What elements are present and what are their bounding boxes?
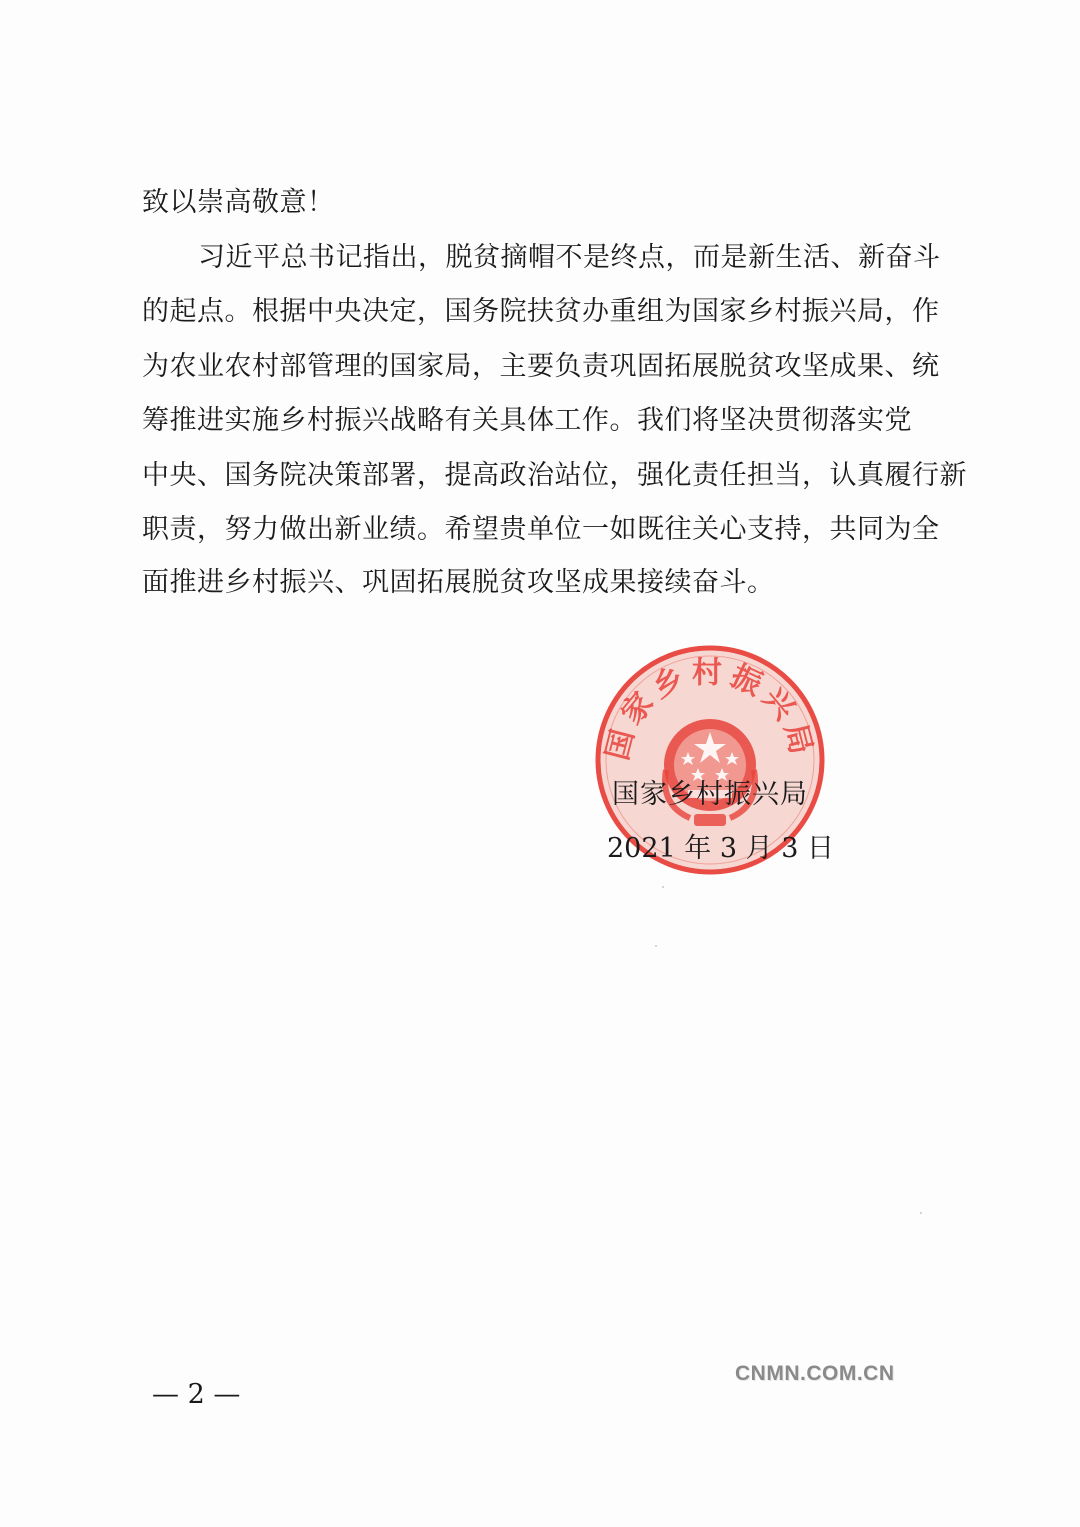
body-line-6: 中央、国务院决策部署，提高政治站位，强化责任担当，认真履行新: [142, 460, 967, 491]
site-watermark: CNMN.COM.CN: [735, 1362, 895, 1385]
body-line-1: 致以崇高敬意！: [142, 187, 335, 218]
body-line-3: 的起点。根据中央决定，国务院扶贫办重组为国家乡村振兴局，作: [142, 296, 940, 327]
body-line-4: 为农业农村部管理的国家局，主要负责巩固拓展脱贫攻坚成果、统: [142, 351, 940, 382]
body-line-2: 习近平总书记指出，脱贫摘帽不是终点，而是新生活、新奋斗: [198, 242, 941, 273]
page-number: — 2 —: [152, 1379, 241, 1410]
scan-speck: [662, 886, 664, 888]
scan-speck: [920, 1212, 922, 1214]
issuer-name: 国家乡村振兴局: [612, 779, 808, 810]
body-line-8: 面推进乡村振兴、巩固拓展脱贫攻坚成果接续奋斗。: [142, 567, 775, 598]
scan-speck: [655, 945, 657, 947]
seal-text: 国家乡村振兴局: [599, 655, 821, 764]
body-line-7: 职责，努力做出新业绩。希望贵单位一如既往关心支持，共同为全: [142, 514, 940, 545]
issue-date: 2021 年 3 月 3 日: [607, 833, 834, 864]
body-line-5: 筹推进实施乡村振兴战略有关具体工作。我们将坚决贯彻落实党: [142, 405, 912, 436]
